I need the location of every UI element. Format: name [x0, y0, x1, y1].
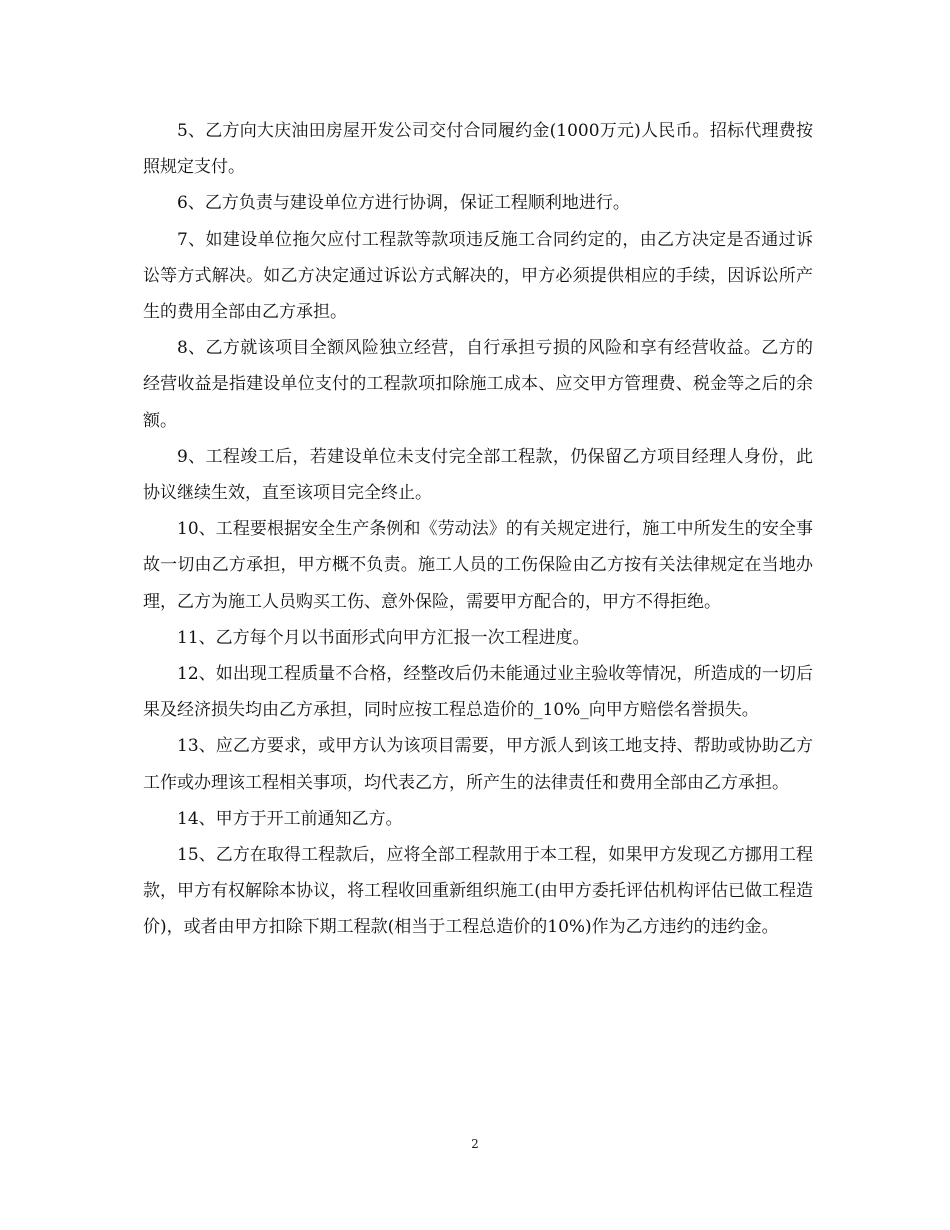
clause-7: 7、如建设单位拖欠应付工程款等款项违反施工合同约定的，由乙方决定是否通过诉讼等方式解决。如乙方决定通过诉讼方式解决的，甲方必须提供相应的手续，因诉讼所产生的费用全部由乙方承担。 — [143, 229, 813, 323]
clause-9: 9、工程竣工后，若建设单位未支付完全部工程款，仍保留乙方项目经理人身份，此协议继续生效，直至该项目完全终止。 — [143, 446, 813, 504]
clause-5: 5、乙方向大庆油田房屋开发公司交付合同履约金(1000万元)人民币。招标代理费按照规定支付。 — [143, 121, 813, 178]
clause-12: 12、如出现工程质量不合格，经整改后仍未能通过业主验收等情况，所造成的一切后果及经济损失均由乙方承担，同时应按工程总造价的_10%_向甲方赔偿名誉损失。 — [143, 664, 813, 721]
clause-8: 8、乙方就该项目全额风险独立经营，自行承担亏损的风险和享有经营收益。乙方的经营收益是指建设单位支付的工程款项扣除施工成本、应交甲方管理费、税金等之后的余额。 — [143, 338, 813, 431]
clause-11: 11、乙方每个月以书面形式向甲方汇报一次工程进度。 — [177, 627, 590, 648]
page-number: 2 — [471, 1137, 479, 1151]
clause-10: 10、工程要根据安全生产条例和《劳动法》的有关规定进行，施工中所发生的安全事故一切由乙方承担，甲方概不负责。施工人员的工伤保险由乙方按有关法律规定在当地办理，乙方为施工人员购买工伤、意外保险，需要甲方配合的，甲方不得拒绝。 — [143, 519, 813, 612]
clause-15: 15、乙方在取得工程款后，应将全部工程款用于本工程，如果甲方发现乙方挪用工程款，甲方有权解除本协议，将工程收回重新组织施工(由甲方委托评估机构评估已做工程造价)，或者由甲方扣除下期工程款(相当于工程总造价的10%)作为乙方违约的违约金。 — [143, 845, 813, 938]
clause-13: 13、应乙方要求，或甲方认为该项目需要，甲方派人到该工地支持、帮助或协助乙方工作或办理该工程相关事项，均代表乙方，所产生的法律责任和费用全部由乙方承担。 — [143, 736, 813, 793]
clause-14: 14、甲方于开工前通知乙方。 — [177, 808, 403, 829]
document-body — [143, 113, 813, 946]
clause-6: 6、乙方负责与建设单位方进行协调，保证工程顺利地进行。 — [177, 193, 630, 214]
